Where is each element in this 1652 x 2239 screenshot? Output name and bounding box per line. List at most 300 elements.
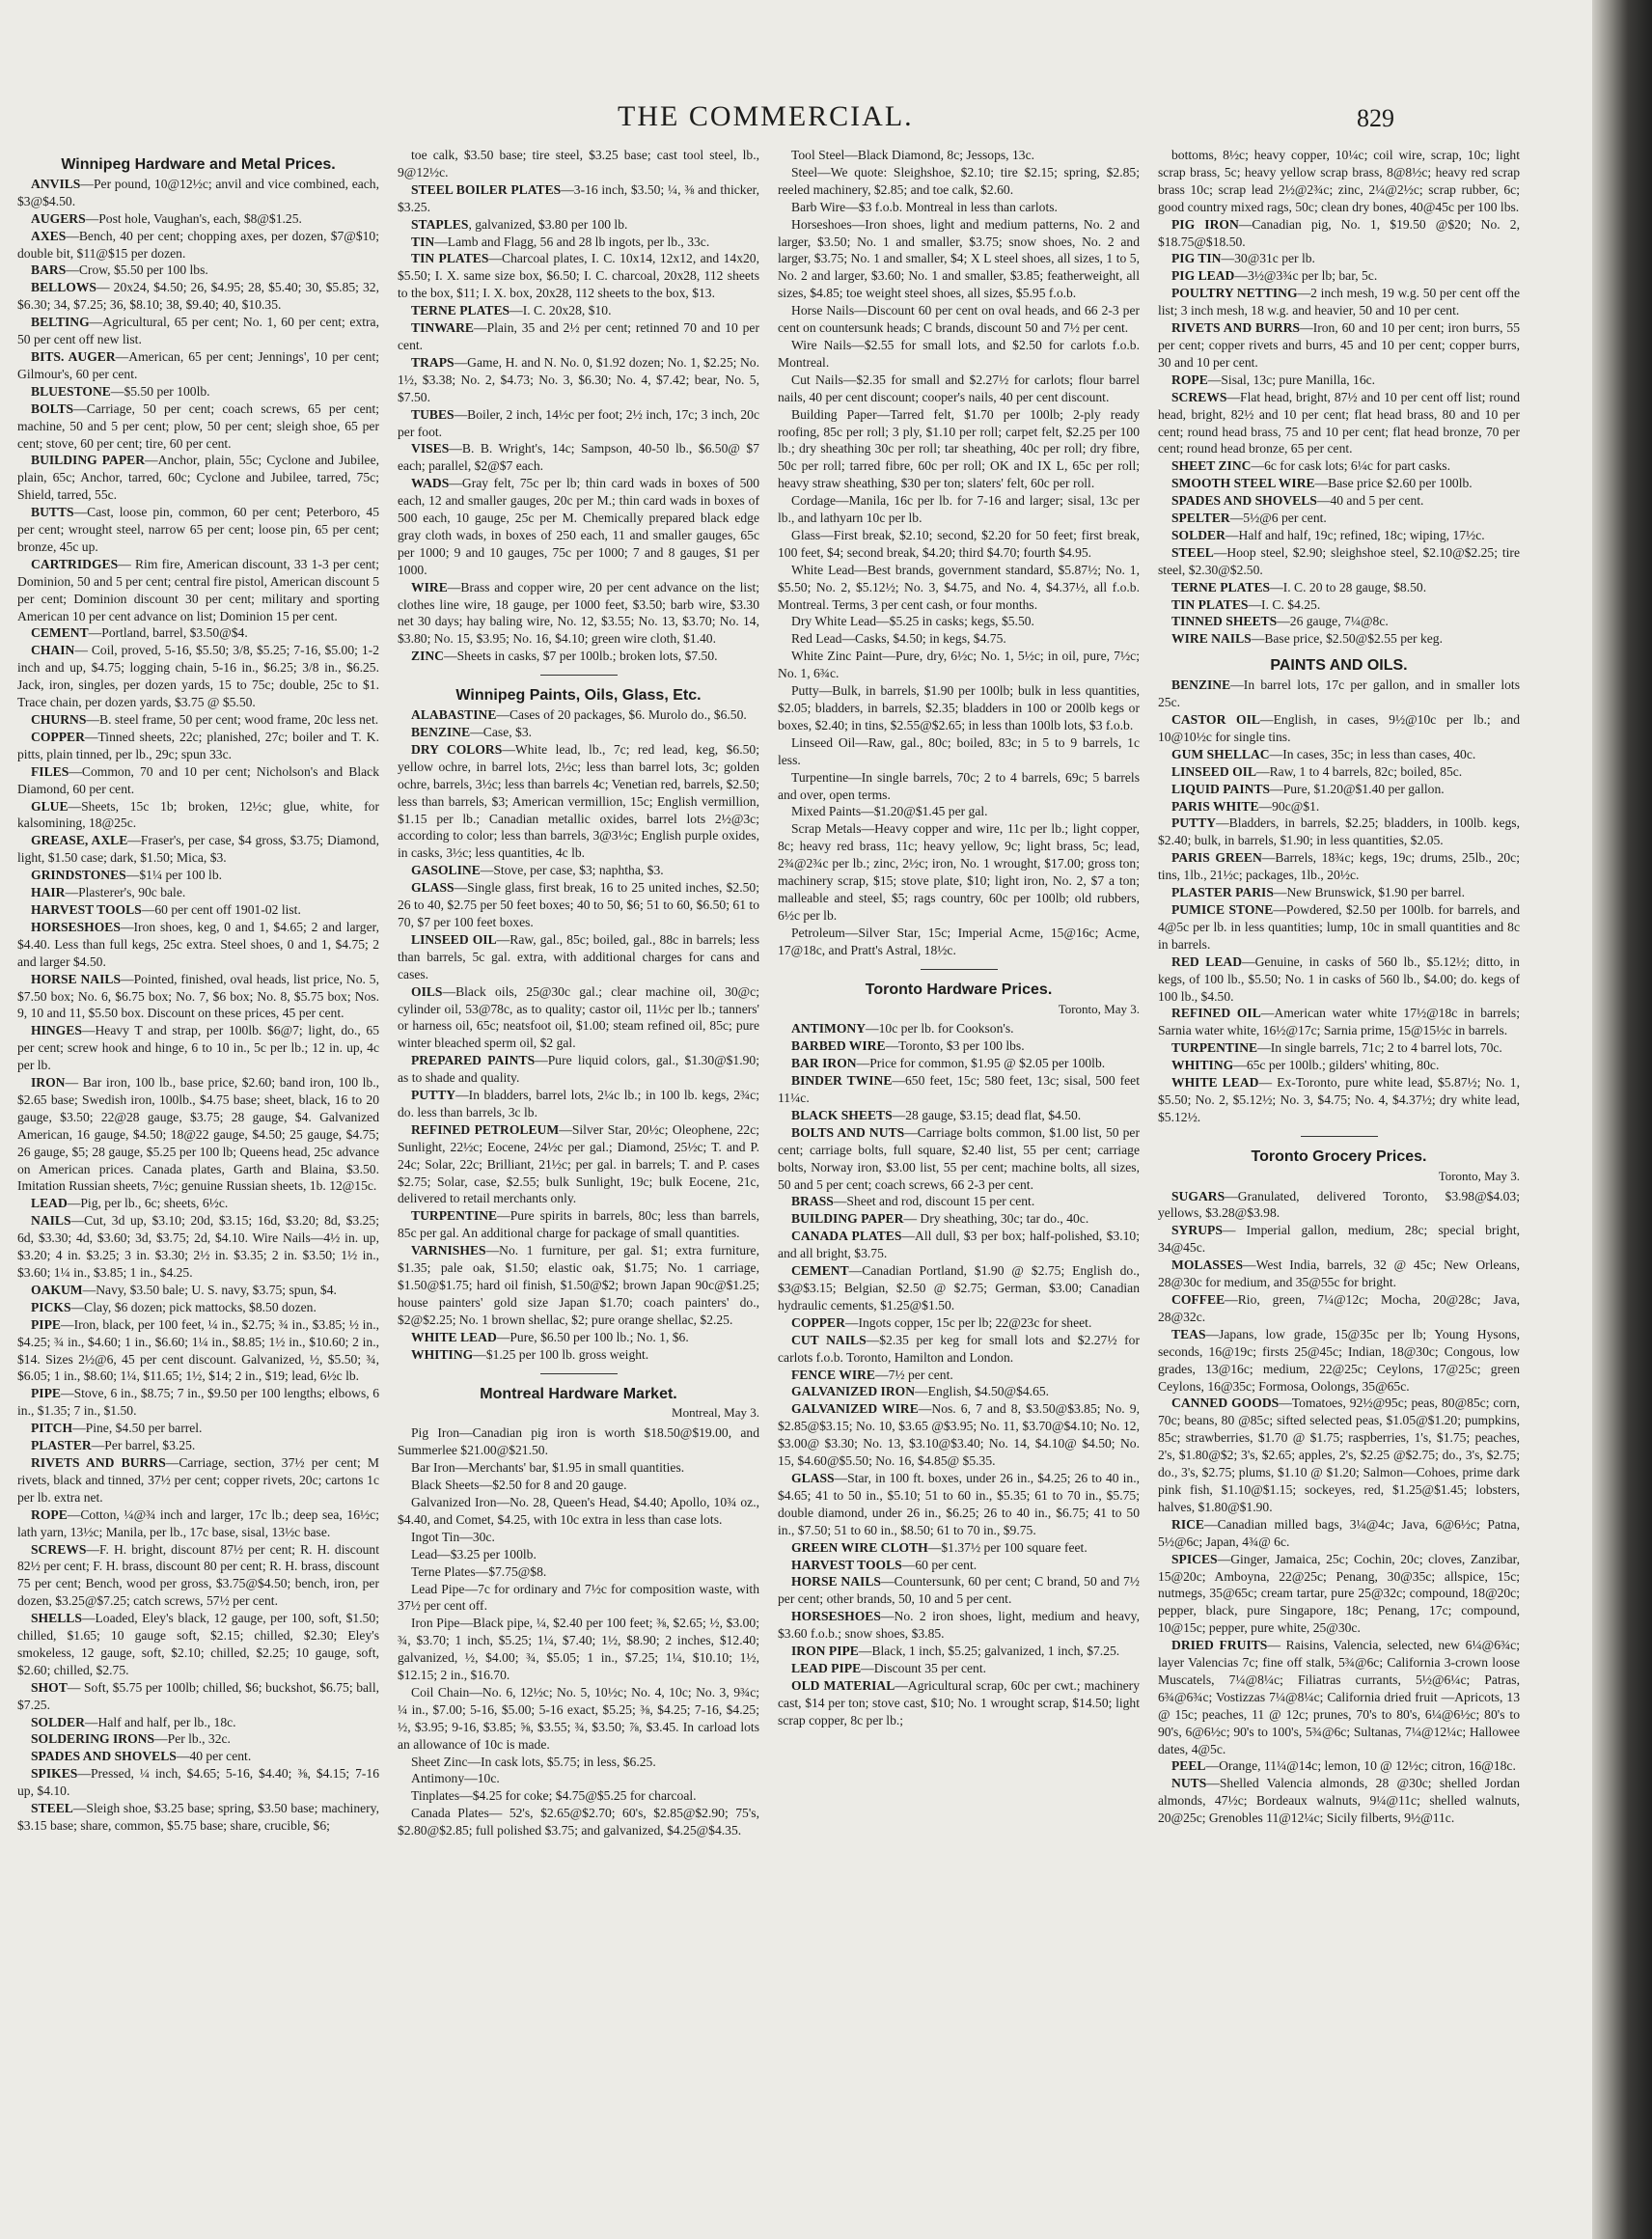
price-entry <box>398 879 759 931</box>
price-entry <box>17 279 379 314</box>
entry-text: Building Paper—Tarred felt, $1.70 per 100lb; 2-ply ready roofing, 85c per roll; 3 ply, $1.10 per roll; carpet felt, $2.25 per 100 lb.; dry sheathing 30c per roll; tar sheathing, 40c per roll; dry fibre, 50c per roll; tarred fibre, 60c per roll; OK and IX L, 65c per roll; heavy straw sheathing, $30 per ton; slaters' felt, 60c per roll. <box>778 406 1140 491</box>
entry-text: —Loaded, Eley's black, 12 gauge, per 100, soft, $1.50; chilled, $1.65; 10 gauge soft, $2.15; chilled, $2.30; Eley's smokeless, 12 gauge, soft, $2.10; chilled, $2.25; 10 gauge, soft, $2.60; chilled, $2.75. <box>17 1611 379 1677</box>
price-entry <box>398 440 759 475</box>
entry-text: —Iron shoes, keg, 0 and 1, $4.65; 2 and larger, $4.40. Less than full kegs, 25c extra. Steel shoes, 0 and 1, $4.75; 2 and larger $4.50. <box>17 919 379 969</box>
price-entry <box>17 642 379 711</box>
entry-text: —Raw, gal., 85c; boiled, gal., 88c in barrels; less than barrels, 5c gal. extra, with additional charges for cans and cases. <box>398 931 759 981</box>
entry-heading: GLUE <box>31 798 69 814</box>
entry-heading: CANADA PLATES <box>791 1229 902 1244</box>
price-entry <box>1158 1637 1520 1757</box>
entry-text: —Tomatoes, 92½@95c; peas, 80@85c; corn, 70c; beans, 80 @85c; sifted selected peas, $1.05@$1.20; pumpkins, 85c; strawberries, $1.70 @ $1.75; raspberries, 1's, $1.75; peaches, 2's, $1.80@$2; 3's, $2.65; apples, 2's, $2.25 @$2.75; do., 3's, $2.75; do., 3's, $2.75; plums, $1.10 @ $1.20; Salmon—Cohoes, prime dark pink fish, $1.10@$1.15; sockeyes, red, $1.25@$1.45; lobsters, halves, $1.80@$1.90. <box>1158 1396 1520 1514</box>
entry-text: — Ex-Toronto, pure white lead, $5.87½; No. 1, $5.50; No. 2, $5.12½; No. 3, $4.75; No. 4, $4.37½; dry white lead, $5.12½. <box>1158 1075 1520 1124</box>
entry-text: —Plain, 35 and 2½ per cent; retinned 70 and 10 per cent. <box>398 320 759 352</box>
price-entry <box>398 579 759 649</box>
entry-text: —Granulated, delivered Toronto, $3.98@$4.03; yellows, $3.28@$3.98. <box>1158 1188 1520 1221</box>
entry-heading: PREPARED PAINTS <box>411 1053 536 1068</box>
price-entry <box>778 1037 1140 1055</box>
entry-heading: ANTIMONY <box>791 1021 867 1037</box>
entry-heading: HARVEST TOOLS <box>791 1557 902 1572</box>
price-entry <box>17 729 379 763</box>
price-entry <box>1158 1074 1520 1126</box>
section-title: Toronto Hardware Prices. <box>865 981 1053 998</box>
price-entry <box>1158 1551 1520 1638</box>
price-entry <box>778 1470 1140 1539</box>
price-entry <box>1158 1326 1520 1396</box>
entry-text: —Gray felt, 75c per lb; thin card wads in boxes of 500 each, 12 and smaller gauges, 20c per M.; thin card wads in boxes of 500 each, 10 gauge, 25c per M. Chemically prepared black edge gray cloth wads, in boxes of 250 each, 11 and smaller gauges, 65c per 1000; 9 and 10 gauges, 75c per 1000; 7 and 8 gauges, $1 per 1000. <box>398 476 759 577</box>
price-entry <box>778 1573 1140 1608</box>
price-entry <box>398 862 759 879</box>
entry-text: —I. C. 20x28, $10. <box>509 303 612 318</box>
entry-text: —$1.37½ per 100 square feet. <box>927 1539 1088 1555</box>
entry-heading: LEAD <box>31 1196 68 1211</box>
entry-text: White Lead—Best brands, government standard, $5.87½; No. 1, $5.50; No. 2, $5.12½; No. 3, $4.75, and No. 4, $4.37½, all f.o.b. Montreal. Terms, 3 per cent cash, or four months. <box>778 562 1140 612</box>
price-entry <box>1158 1188 1520 1223</box>
price-entry <box>17 1212 379 1282</box>
entry-text: —Ingots copper, 15c per lb; 22@23c for sheet. <box>844 1314 1092 1330</box>
price-entry <box>17 832 379 867</box>
price-entry <box>1158 579 1520 596</box>
price-entry <box>1158 1222 1520 1257</box>
entry-text: —F. H. bright, discount 87½ per cent; R. H. discount 82½ per cent; F. H. brass, discount 80 per cent; R. H. brass, discount 75 per cent; Bench, wood per gross, $3.75@$4.50; bench, iron, per dozen, $3.25@$7.25; catch screws, 57½ per cent. <box>17 1541 379 1609</box>
entry-heading: REFINED PETROLEUM <box>411 1121 560 1137</box>
entry-text: Cordage—Manila, 16c per lb. for 7-16 and larger; sisal, 13c per lb., and lathyarn 10c per lb. <box>778 493 1140 526</box>
entry-text: —English, $4.50@$4.65. <box>915 1384 1050 1399</box>
entry-heading: CHURNS <box>31 712 87 727</box>
price-entry <box>398 1207 759 1242</box>
entry-heading: WADS <box>411 476 450 491</box>
entry-text: —American, 65 per cent; Jennings', 10 per cent; Gilmour's, 60 per cent. <box>17 348 379 381</box>
entry-text: —Ginger, Jamaica, 25c; Cochin, 20c; cloves, Zanzibar, 15@20c; Amboyna, 22@25c; Penang, 30@35c; allspice, 15c; nutmegs, 35@65c; cream tartar, pure 25@32c; compound, 18@20c; pepper, black, pure Singapore, 18c; Penang, 17c; compound, 10@15c; pepper, pure white, 25@30c. <box>1158 1551 1520 1636</box>
entry-text: —Common, 70 and 10 per cent; Nicholson's and Black Diamond, 60 per cent. <box>17 763 379 796</box>
entry-heading: GLASS <box>411 880 454 896</box>
price-entry <box>398 319 759 354</box>
price-entry <box>778 492 1140 527</box>
entry-text: Dry White Lead—$5.25 in casks; kegs, $5.50. <box>791 614 1034 629</box>
entry-heading: REFINED OIL <box>1171 1006 1261 1021</box>
entry-text: Black Sheets—$2.50 for 8 and 20 gauge. <box>411 1478 627 1493</box>
price-entry <box>778 1539 1140 1557</box>
entry-heading: BITS. AUGER <box>31 348 116 364</box>
entry-heading: AUGERS <box>31 210 86 226</box>
entry-text: Scrap Metals—Heavy copper and wire, 11c per lb.; light copper, 8c; heavy red brass, 11c; heavy yellow, 9c; light brass, 5c; lead, 2¾@2¾c per lb.; zinc, 2½c; iron, No. 1 wrought, $17.00; gross ton; machinery scrap, $15; stove plate, $10; light iron, No. 2, $7 a ton; malleable and steel, $5; rags country, 60c per 100lb; old rubbers, 6½c per lb. <box>778 821 1140 923</box>
entry-text: Galvanized Iron—No. 28, Queen's Head, $4.40; Apollo, 10¾ oz., $4.40, and Comet, $4.25, with 10c extra in less than case lots. <box>398 1494 759 1527</box>
price-entry <box>17 1748 379 1765</box>
entry-text: —Sheets, 15c 1b; broken, 12½c; glue, white, for kalsomining, 18@25c. <box>17 798 379 831</box>
price-entry <box>778 1124 1140 1194</box>
entry-heading: BUTTS <box>31 505 74 520</box>
price-entry <box>398 1424 759 1459</box>
price-entry <box>778 648 1140 682</box>
price-entry <box>17 711 379 729</box>
entry-text: —Black oils, 25@30c gal.; clear machine oil, 30@c; cylinder oil, 53@78c, as to quality; castor oil, 11½c per lb.; tanners' or harness oil, 65c; neatsfoot oil, $1.00; steam refined oil, 85c; pure winter bleached sperm oil, $2 gal. <box>398 983 759 1051</box>
price-entry <box>778 1314 1140 1332</box>
price-entry <box>398 1581 759 1616</box>
entry-text: —Orange, 11¼@14c; lemon, 10 @ 12½c; citron, 16@18c. <box>1205 1758 1516 1774</box>
price-entry <box>778 925 1140 959</box>
entry-heading: BELLOWS <box>31 280 96 295</box>
entry-text: —40 and 5 per cent. <box>1316 493 1424 509</box>
entry-heading: WHITING <box>1171 1058 1234 1073</box>
entry-heading: BLUESTONE <box>31 383 111 399</box>
entry-text: —Carriage, 50 per cent; coach screws, 65 per cent; machine, 50 and 5 per cent; plow, 50 per cent; sleigh shoe, 65 per cent; stove, 60 per cent; tire, 60 per cent. <box>17 401 379 451</box>
price-entry <box>1158 711 1520 746</box>
entry-text: —65c per 100lb.; gilders' whiting, 80c. <box>1233 1058 1440 1073</box>
entry-heading: NUTS <box>1171 1776 1207 1791</box>
entry-text: —English, in cases, 9½@10c per lb.; and 10@10½c for single tins. <box>1158 712 1520 744</box>
entry-text: — 20x24, $4.50; 26, $4.95; 28, $5.40; 30, $5.85; 32, $6.30; 34, $7.25; 36, $8.10; 38, $9.40; 40, $10.35. <box>17 280 379 313</box>
entry-text: Lead—$3.25 per 100lb. <box>411 1546 537 1562</box>
price-entry <box>17 1765 379 1800</box>
entry-heading: WHITE LEAD <box>411 1329 497 1344</box>
entry-heading: OLD MATERIAL <box>791 1677 895 1693</box>
price-entry <box>1158 216 1520 251</box>
entry-heading: GREASE, AXLE <box>31 833 128 848</box>
entry-heading: TIN <box>411 234 435 249</box>
price-entry <box>17 971 379 1023</box>
price-entry <box>398 983 759 1053</box>
entry-heading: BELTING <box>31 315 90 330</box>
entry-heading: SOLDERING IRONS <box>31 1731 155 1747</box>
entry-heading: COPPER <box>791 1314 845 1330</box>
entry-text: —Silver Star, 20½c; Oleophene, 22c; Sunlight, 22½c; Eocene, 24½c per gal.; Diamond, 25½c; T. and P. 24c; Solar, 22c; Brilliant, 21½c; per gal. in barrels; T. and P. cases $2.75; Solar, case, $2.55; bulk Sunlight, 19c; bulk Eocene, 21c, delivered to retail merchants only. <box>398 1121 759 1206</box>
entry-heading: ANVILS <box>31 176 81 191</box>
price-entry <box>398 1546 759 1563</box>
price-entry <box>398 1615 759 1684</box>
entry-text: toe calk, $3.50 base; tire steel, $3.25 base; cast tool steel, lb., 9@12½c. <box>398 148 759 180</box>
price-entry <box>1158 1395 1520 1515</box>
price-entry <box>1158 267 1520 285</box>
price-entry <box>398 1805 759 1839</box>
price-entry <box>17 348 379 383</box>
price-entry <box>1158 527 1520 544</box>
entry-text: —B. B. Wright's, 14c; Sampson, 40-50 lb., $6.50@ $7 each; parallel, $2@$7 each. <box>398 441 759 474</box>
entry-heading: COPPER <box>31 729 85 744</box>
entry-text: —Pressed, ¼ inch, $4.65; 5-16, $4.40; ⅜, $4.15; 7-16 up, $4.10. <box>17 1766 379 1799</box>
entry-text: —All dull, $3 per box; half-polished, $3.10; and all bright, $3.75. <box>778 1229 1140 1261</box>
entry-text: —Case, $3. <box>470 725 533 739</box>
entry-heading: BRASS <box>791 1194 834 1209</box>
price-entry <box>1158 815 1520 849</box>
price-entry <box>17 1506 379 1541</box>
entry-text: —Canadian pig, No. 1, $19.50 @$20; No. 2, $18.75@$18.50. <box>1158 216 1520 249</box>
entry-text: —Heavy T and strap, per 100lb. $6@7; light, do., 65 per cent; screw hook and hinge, 6 to 10 in., 5c per lb.; 12 in. up, 4c per lb. <box>17 1023 379 1073</box>
entry-heading: IRON <box>31 1075 66 1091</box>
entry-text: Horseshoes—Iron shoes, light and medium patterns, No. 2 and larger, $3.50; No. 1 and smaller, $3.75; snow shoes, No. 2 and larger, $3.75; No. 1 and smaller, $4; X L steel shoes, all sizes, 1 to 5, No. 2 and larger, $3.60; No. 1 and smaller, $3.85; featherweight, all sizes, $4.85; toe weight steel shoes, all sizes, $5.95 f.o.b. <box>778 216 1140 301</box>
entry-heading: CHAIN <box>31 643 75 658</box>
entry-heading: PICKS <box>31 1299 71 1314</box>
price-entry <box>398 1754 759 1771</box>
price-entry <box>778 1228 1140 1262</box>
entry-text: —In bladders, barrel lots, 2¼c lb.; in 100 lb. kegs, 2¾c; do. less than barrels, 3c lb. <box>398 1088 759 1120</box>
price-entry <box>1158 319 1520 372</box>
price-entry <box>778 613 1140 630</box>
price-entry <box>778 199 1140 216</box>
entry-text: —Stove, 6 in., $8.75; 7 in., $9.50 per 100 lengths; elbows, 6 in., $1.35; 7 in., $1.50. <box>17 1386 379 1419</box>
price-entry <box>17 1679 379 1714</box>
price-entry <box>1158 1057 1520 1074</box>
entry-text: Tinplates—$4.25 for coke; $4.75@$5.25 for charcoal. <box>411 1788 697 1804</box>
entry-heading: STAPLES <box>411 216 469 232</box>
price-entry <box>398 1346 759 1364</box>
entry-heading: SOLDER <box>31 1714 85 1729</box>
entry-text: —Powdered, $2.50 per 100lb. for barrels, and 4@5c per lb. in less quantities; lump, 10c in small quantities and 8c in barrels. <box>1158 901 1520 952</box>
entry-heading: BINDER TWINE <box>791 1073 893 1089</box>
entry-text: —I. C. $4.25. <box>1248 596 1321 612</box>
price-entry <box>778 164 1140 199</box>
entry-heading: HORSE NAILS <box>791 1574 881 1589</box>
entry-heading: HAIR <box>31 885 66 900</box>
entry-text: —Pig, per lb., 6c; sheets, 6½c. <box>67 1196 229 1211</box>
price-entry <box>17 1195 379 1212</box>
entry-heading: PIG TIN <box>1171 251 1222 266</box>
entry-text: —Crow, $5.50 per 100 lbs. <box>66 263 208 278</box>
price-entry <box>1158 1005 1520 1039</box>
entry-text: Coil Chain—No. 6, 12½c; No. 5, 10½c; No. 4, 10c; No. 3, 9¾c; ¼ in., $7.00; 5-16, $5.00; 5-16 exact, $5.25; ⅜, $4.25; 7-16, $4.25; ½, $3.95; 9-16, $3.85; ⅝, $3.55; ¾, $3.50; ⅞, $3.45. In carload lots an allowance of 10c is made. <box>398 1684 759 1752</box>
entry-text: —Tinned sheets, 22c; planished, 27c; boiler and T. K. pitts, plain tinned, per lb., 29c; spun 33c. <box>17 729 379 761</box>
price-entry <box>17 383 379 401</box>
entry-heading: SPIKES <box>31 1766 78 1782</box>
entry-heading: FILES <box>31 763 69 779</box>
entry-heading: GRINDSTONES <box>31 868 126 883</box>
price-entry <box>17 624 379 642</box>
entry-text: —Per pound, 10@12½c; anvil and vice combined, each, $3@$4.50. <box>17 176 379 208</box>
price-entry <box>398 1242 759 1329</box>
entry-text: Glass—First break, $2.10; second, $2.20 for 50 feet; first break, 100 feet, $4; second break, $4.20; third $4.70; fourth $4.95. <box>778 527 1140 560</box>
price-entry <box>778 1383 1140 1400</box>
price-entry <box>778 1660 1140 1677</box>
entry-heading: SCREWS <box>1171 389 1227 404</box>
entry-text: —Star, in 100 ft. boxes, under 26 in., $4.25; 26 to 40 in., $4.65; 41 to 50 in., $5.10; 51 to 60 in., $5.35; 61 to 70 in., $5.75; double diamond, under 26 in., $6.25; 26 to 40 in., $6.75; 41 to 50 in., $7.50; 51 to 60 in., $8.50; 61 to 70 in., $9.75. <box>778 1470 1140 1537</box>
entry-text: —Brass and copper wire, 20 per cent advance on the list; clothes line wire, 18 gauge, per 1000 feet, $3.50; barb wire, $3.30 net 30 days; hay baling wire, No. 12, $3.55; No. 13, $3.70; No. 14, $3.80; No. 15, $3.95; No. 16, $4.10; green wire cloth, $1.40. <box>398 579 759 647</box>
entry-text: —26 gauge, 7¼@8c. <box>1277 614 1389 629</box>
entry-text: White Zinc Paint—Pure, dry, 6½c; No. 1, 5½c; in oil, pure, 7½c; No. 1, 6¾c. <box>778 649 1140 681</box>
price-entry <box>17 1385 379 1420</box>
entry-text: —Single glass, first break, 16 to 25 united inches, $2.50; 26 to 40, $2.75 per 50 feet boxes; 40 to 50, $6; 51 to 60, $6.50; 61 to 70, $7 per 100 feet boxes. <box>398 880 759 929</box>
price-entry <box>1158 763 1520 781</box>
price-entry <box>398 216 759 234</box>
entry-text: —Cases of 20 packages, $6. Murolo do., $6.50. <box>496 707 747 723</box>
price-entry <box>778 1193 1140 1210</box>
entry-text: —Canadian milled bags, 3¼@4c; Java, 6@6½c; Patna, 5½@6c; Japan, 4¾@ 6c. <box>1158 1516 1520 1549</box>
price-entry <box>17 1730 379 1748</box>
price-entry <box>1158 630 1520 648</box>
entry-text: —Per barrel, $3.25. <box>91 1438 196 1453</box>
price-entry <box>778 630 1140 648</box>
entry-heading: BARBED WIRE <box>791 1038 886 1054</box>
price-entry <box>17 798 379 833</box>
price-entry <box>398 931 759 983</box>
price-entry <box>778 1210 1140 1228</box>
entry-text: —Pointed, finished, oval heads, list price, No. 5, $7.50 box; No. 6, $6.75 box; No. 7, $6 box; No. 8, $5.75 box; Nos. 9, 10 and 11, $5.50 box. Discount on these prices, 45 per cent. <box>17 971 379 1021</box>
entry-text: —5½@6 per cent. <box>1229 511 1327 526</box>
column-4 <box>1158 147 1520 2222</box>
entry-heading: FENCE WIRE <box>791 1367 875 1382</box>
entry-text: —West India, barrels, 32 @ 45c; New Orleans, 28@30c for medium, and 35@55c for bright. <box>1158 1258 1520 1290</box>
entry-heading: LINSEED OIL <box>411 931 497 947</box>
entry-heading: TERNE PLATES <box>1171 579 1271 594</box>
entry-text: —New Brunswick, $1.90 per barrel. <box>1273 885 1466 900</box>
entry-text: —Bench, 40 per cent; chopping axes, per dozen, $7@$10; double bit, $11@$15 per dozen. <box>17 228 379 261</box>
entry-heading: TIN PLATES <box>411 251 489 266</box>
entry-heading: PLASTER PARIS <box>1171 885 1274 900</box>
entry-text: —American water white 17½@18c in barrels; Sarnia water white, 16½@17c; Sarnia prime, 15@15½c in barrels. <box>1158 1006 1520 1038</box>
entry-text: —90c@$1. <box>1258 798 1320 814</box>
entry-heading: PLASTER <box>31 1438 92 1453</box>
price-entry <box>1158 613 1520 630</box>
entry-text: — Dry sheathing, 30c; tar do., 40c. <box>903 1211 1089 1227</box>
entry-text: —Plasterer's, 90c bale. <box>65 885 186 900</box>
price-entry <box>778 1643 1140 1660</box>
price-entry <box>17 1610 379 1679</box>
entry-heading: WHITING <box>411 1346 474 1362</box>
entry-text: —In cases, 35c; in less than cases, 40c. <box>1269 746 1476 761</box>
entry-text: —$1.25 per 100 lb. gross weight. <box>473 1346 649 1362</box>
price-entry <box>398 724 759 741</box>
entry-heading: RIVETS AND BURRS <box>31 1454 166 1470</box>
price-entry <box>398 1563 759 1581</box>
entry-heading: PIG IRON <box>1171 216 1239 232</box>
price-entry <box>17 556 379 625</box>
price-entry <box>398 1787 759 1805</box>
entry-text: —Half and half, per lb., 18c. <box>84 1714 236 1729</box>
price-entry <box>778 1072 1140 1107</box>
section-title: Toronto Grocery Prices. <box>1251 1147 1427 1165</box>
entry-heading: BAR IRON <box>791 1056 857 1071</box>
entry-text: bottoms, 8½c; heavy copper, 10¼c; coil wire, scrap, 10c; light scrap brass, 5c; heavy yellow scrap brass, 8@8½c; heavy red scrap brass 10c; scrap lead 2½@2¾c; zinc, 2¼@2½c; scrap rubber, 6c; good country mixed rags, 50c; clean dry bones, 40@45c per 100 lbs. <box>1158 148 1520 214</box>
price-entry <box>398 302 759 319</box>
entry-text: , galvanized, $3.80 per 100 lb. <box>468 216 628 232</box>
entry-text: —Flat head, bright, 87½ and 10 per cent off list; round head, bright, 82½ and 10 per cent; flat head brass, 80 and 10 per cent; round head brass, 75 and 10 per cent; flat head bronze, 70 per cent; round head bronze, 65 per cent. <box>1158 389 1520 456</box>
price-entry <box>398 181 759 216</box>
price-entry <box>778 1677 1140 1729</box>
entry-text: —30@31c per lb. <box>1221 251 1315 266</box>
section-divider <box>1301 1136 1378 1137</box>
price-entry <box>778 302 1140 337</box>
entry-text: —Shelled Valencia almonds, 28 @30c; shelled Jordan almonds, 47½c; Bordeaux walnuts, 9¼@11c; shelled walnuts, 20@25c; Grenobles 11@12¼c; Sicily filberts, 9½@11c. <box>1158 1776 1520 1826</box>
price-entry <box>398 1052 759 1087</box>
entry-text: —Toronto, $3 per 100 lbs. <box>885 1038 1025 1054</box>
entry-heading: SPADES AND SHOVELS <box>31 1749 177 1764</box>
price-entry <box>17 1316 379 1386</box>
dateline: Toronto, May 3. <box>1438 1168 1520 1183</box>
entry-text: Terne Plates—$7.75@$8. <box>411 1563 547 1579</box>
entry-heading: ROPE <box>1171 372 1208 387</box>
entry-heading: WIRE <box>411 579 448 594</box>
entry-heading: SUGARS <box>1171 1188 1225 1203</box>
entry-heading: COFFEE <box>1171 1292 1225 1307</box>
price-entry <box>1158 1291 1520 1326</box>
entry-heading: SPELTER <box>1171 511 1230 526</box>
entry-text: —Black, 1 inch, $5.25; galvanized, 1 inch, $7.25. <box>858 1644 1120 1659</box>
section-divider <box>540 675 618 676</box>
entry-heading: SOLDER <box>1171 527 1225 542</box>
entry-heading: POULTRY NETTING <box>1171 286 1298 301</box>
entry-text: Horse Nails—Discount 60 per cent on oval heads, and 66 2-3 per cent on countersunk heads; C brands, discount 50 and 7½ per cent. <box>778 303 1140 336</box>
column-1 <box>17 147 379 2222</box>
entry-text: —Boiler, 2 inch, 14½c per foot; 2½ inch, 17c; 3 inch, 20c per foot. <box>398 406 759 439</box>
price-entry <box>398 741 759 862</box>
entry-text: —Fraser's, per case, $4 gross, $3.75; Diamond, light, $1.50 case; dark, $1.50; Mica, $3. <box>17 833 379 866</box>
entry-heading: LIQUID PAINTS <box>1171 781 1271 796</box>
entry-heading: TERNE PLATES <box>411 303 510 318</box>
price-entry <box>1158 901 1520 954</box>
entry-text: —Carriage, section, 37½ per cent; M rivets, black and tinned, 37½ per cent; copper rivets, 20c; cartons 1c per lb. extra net. <box>17 1454 379 1505</box>
entry-heading: CASTOR OIL <box>1171 712 1260 727</box>
price-entry <box>778 527 1140 562</box>
entry-heading: TRAPS <box>411 354 454 370</box>
entry-text: —Pine, $4.50 per barrel. <box>72 1421 203 1436</box>
entry-text: —No. 1 furniture, per gal. $1; extra furniture, $1.35; pale oak, $1.50; elastic oak, $1.75; No. 1 carriage, $1.50@$1.75; hard oil finish, $1.50@$2; brown Japan 90c@$1.25; house painters' gold size Japan $1.70; coach painters' do., $2@$2.25; No. 1 brown shellac, $2; pure orange shellac, $2.25. <box>398 1243 759 1327</box>
price-entry <box>1158 544 1520 579</box>
entry-heading: PIPE <box>31 1316 61 1332</box>
entry-heading: LINSEED OIL <box>1171 763 1257 779</box>
price-entry <box>1158 1039 1520 1057</box>
entry-heading: VARNISHES <box>411 1243 486 1258</box>
price-entry <box>398 147 759 181</box>
price-entry <box>398 1477 759 1494</box>
entry-text: —Clay, $6 dozen; pick mattocks, $8.50 dozen. <box>70 1299 317 1314</box>
price-entry <box>1158 677 1520 711</box>
price-entry <box>17 867 379 884</box>
entry-text: —Barrels, 18¾c; kegs, 19c; drums, 25lb., 20c; tins, 1lb., 21½c; packages, 1lb., 20½c. <box>1158 850 1520 883</box>
section-divider <box>540 1373 618 1374</box>
section-title: Winnipeg Paints, Oils, Glass, Etc. <box>455 687 702 705</box>
entry-text: —Cast, loose pin, common, 60 per cent; Peterboro, 45 per cent; wrought steel, narrow 65 per cent; loose pin, 65 per cent; bronze, 45c up. <box>17 505 379 554</box>
price-entry <box>778 1332 1140 1367</box>
entry-text: — Raisins, Valencia, selected, new 6¼@6¾c; layer Valencias 7c; fine off stalk, 5¾@6c; California 3-crown loose Muscatels, 7¼@8¼c; Filiatras currants, 5½@6¼c; Patras, 6¾@6¾c; Vostizzas 7¼@8¼c; California dried fruit —Apricots, 13 @ 15c; peaches, 11 @ 12c; prunes, 70's to 80's, 6¼@6½c; 80's to 90's, 6@6½c; 90's to 100's, 5¾@6c; Sultanas, 7¼@12¼c; Hallowee dates, 4@5c. <box>1158 1638 1520 1756</box>
entry-heading: TEAS <box>1171 1326 1206 1341</box>
entry-heading: PARIS WHITE <box>1171 798 1259 814</box>
price-entry <box>778 1020 1140 1037</box>
price-entry <box>778 769 1140 804</box>
price-entry <box>778 803 1140 820</box>
entry-text: —No. 2 iron shoes, light, medium and heavy, $3.60 f.o.b.; snow shoes, $3.85. <box>778 1609 1140 1642</box>
entry-text: —Game, H. and N. No. 0, $1.92 dozen; No. 1, $2.25; No. 1½, $3.38; No. 2, $4.73; No. 3, $6.30; No. 4, $7.42; bear, No. 5, $7.50. <box>398 354 759 404</box>
entry-text: —Pure spirits in barrels, 80c; less than barrels, 85c per gal. An additional charge for package of small quantities. <box>398 1208 759 1241</box>
price-entry <box>1158 389 1520 458</box>
entry-text: —$5.50 per 100lb. <box>110 383 210 399</box>
entry-text: —Hoop steel, $2.90; sleighshoe steel, $2.10@$2.25; tire steel, $2.30@$2.50. <box>1158 544 1520 577</box>
price-entry <box>17 314 379 348</box>
entry-text: Ingot Tin—30c. <box>411 1529 495 1544</box>
entry-text: —Carriage bolts common, $1.00 list, 50 per cent; carriage bolts, full square, $2.40 list, 55 per cent; carriage bolts, Norway iron, $3.00 list, 55 per cent; machine bolts, all sizes, 50 and 5 per cent; coach screws, 66 2-3 per cent. <box>778 1124 1140 1192</box>
entry-text: —Agricultural scrap, 60c per cwt.; machinery cast, $14 per ton; stove cast, $10; No. 1 wrought scrap, $14.50; light scrap copper, 8c per lb.; <box>778 1677 1140 1728</box>
entry-heading: PEEL <box>1171 1758 1206 1774</box>
price-entry <box>17 763 379 798</box>
entry-heading: HORSESHOES <box>791 1609 881 1624</box>
entry-text: — Imperial gallon, medium, 28c; special bright, 34@45c. <box>1158 1223 1520 1256</box>
entry-text: Linseed Oil—Raw, gal., 80c; boiled, 83c; in 5 to 9 barrels, 1c less. <box>778 734 1140 767</box>
price-entry <box>778 682 1140 734</box>
entry-heading: WHITE LEAD <box>1171 1075 1259 1091</box>
entry-text: Canada Plates— 52's, $2.65@$2.70; 60's, $2.85@$2.90; 75's, $2.80@$2.85; full polished $3.75; and galvanized, $4.25@$4.35. <box>398 1806 759 1838</box>
entry-heading: PIPE <box>31 1386 61 1401</box>
price-entry <box>778 147 1140 164</box>
price-entry <box>17 452 379 504</box>
price-entry <box>17 1420 379 1437</box>
entry-heading: HORSESHOES <box>31 919 121 934</box>
section-divider <box>921 969 998 970</box>
price-entry <box>1158 954 1520 1006</box>
price-entry <box>778 1367 1140 1384</box>
price-entry <box>17 884 379 901</box>
entry-text: —Pure liquid colors, gal., $1.30@$1.90; as to shade and quality. <box>398 1053 759 1086</box>
entry-text: Tool Steel—Black Diamond, 8c; Jessops, 13c. <box>791 148 1035 162</box>
entry-heading: SHEET ZINC <box>1171 458 1252 474</box>
entry-heading: BENZINE <box>1171 677 1231 693</box>
entry-heading: DRIED FRUITS <box>1171 1638 1268 1653</box>
entry-text: —Raw, 1 to 4 barrels, 82c; boiled, 85c. <box>1256 763 1463 779</box>
